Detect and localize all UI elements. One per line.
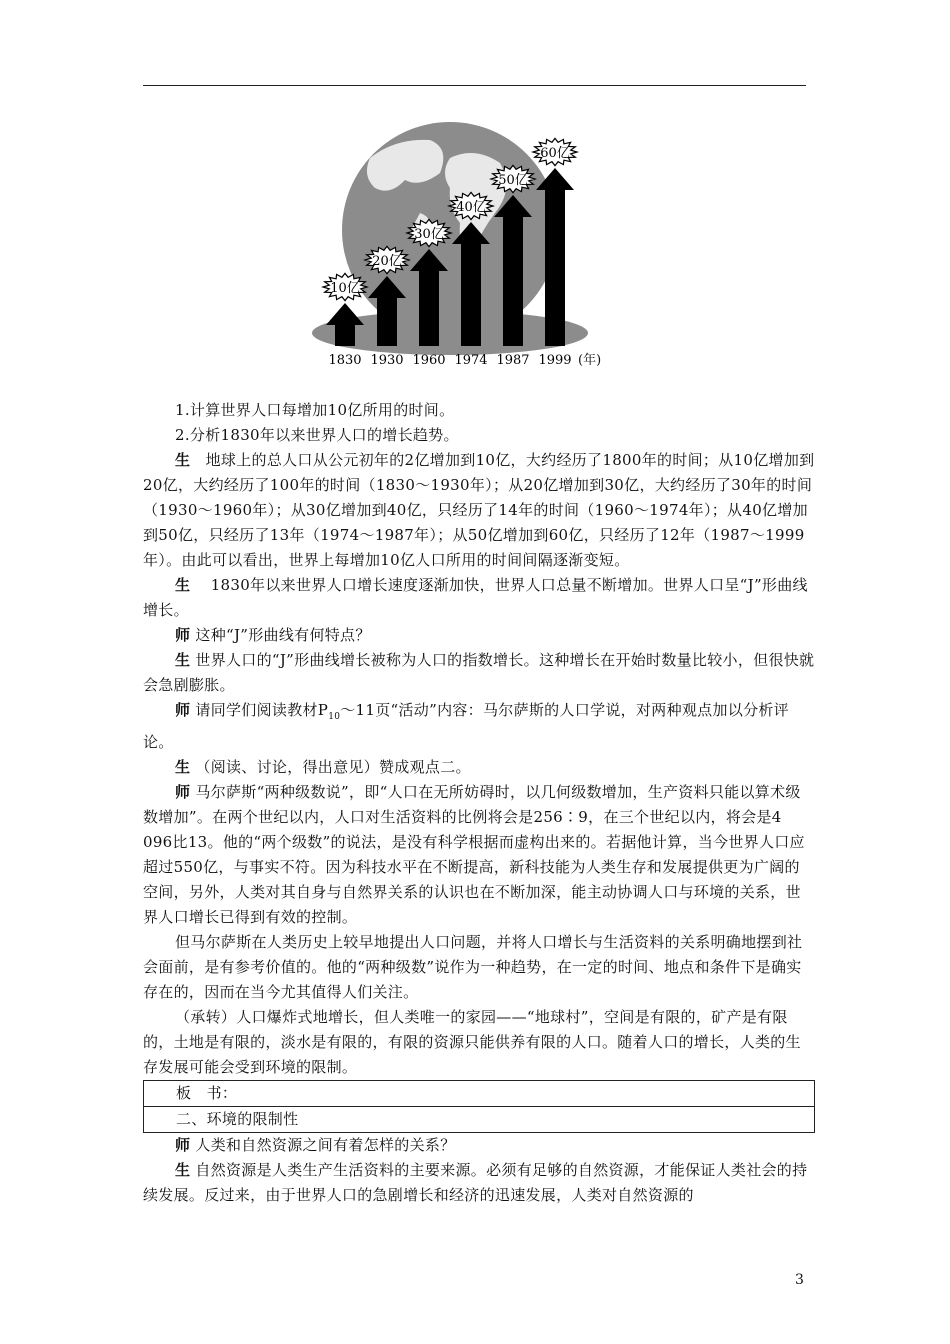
speaker-label: 师 bbox=[175, 701, 191, 719]
population-label: 10亿 bbox=[330, 281, 360, 296]
population-label: 30亿 bbox=[414, 227, 444, 242]
dialogue-teacher-2 bbox=[143, 698, 815, 755]
dialogue-text: 地球上的总人口从公元初年的2亿增加到10亿，大约经历了1800年的时间；从10亿增加到20亿，大约经历了100年的时间（1830～1930年）；从20亿增加到30亿，大约经历了30年的时间（1930～1960年）；从30亿增加到40亿，只经历了14年的时间（1960～1974年）；从40亿增加到50亿，只经历了13年（1974～1987年）；从50亿增加到60亿，只经历了12年（1987～1999年）。由此可以看出，世界上每增加10亿人口所用的时间间隔逐渐变短。 bbox=[143, 451, 815, 569]
year-label: 1960 bbox=[412, 353, 446, 368]
dialogue-teacher-3 bbox=[143, 780, 815, 930]
speaker-label: 生 bbox=[175, 451, 191, 469]
question-2: 2.分析1830年以来世界人口的增长趋势。 bbox=[175, 426, 459, 444]
population-growth-figure bbox=[300, 118, 620, 376]
speaker-label: 师 bbox=[175, 783, 191, 801]
dialogue-text: 1830年以来世界人口增长速度逐渐加快，世界人口总量不断增加。世界人口呈“J”形曲线增长。 bbox=[143, 576, 808, 619]
page-subscript: 10 bbox=[328, 712, 341, 722]
year-label: 1830 bbox=[328, 353, 362, 368]
speaker-label: 生 bbox=[175, 651, 191, 669]
blackboard-heading: 二、环境的限制性 bbox=[176, 1110, 299, 1128]
population-label: 20亿 bbox=[372, 254, 402, 269]
page-number: 3 bbox=[795, 1272, 804, 1288]
year-unit: (年) bbox=[578, 353, 602, 368]
speaker-label: 师 bbox=[175, 1136, 191, 1154]
dialogue-student-4 bbox=[143, 755, 815, 780]
dialogue-text: 这种“J”形曲线有何特点？ bbox=[195, 626, 371, 644]
year-label: 1930 bbox=[370, 353, 404, 368]
blackboard-box bbox=[143, 1080, 815, 1133]
speaker-label: 生 bbox=[175, 576, 191, 594]
header-rule bbox=[143, 85, 806, 86]
question-1: 1.计算世界人口每增加10亿所用的时间。 bbox=[175, 401, 455, 419]
year-label: 1987 bbox=[496, 353, 530, 368]
dialogue-text: 请同学们阅读教材P bbox=[195, 701, 329, 719]
population-label: 50亿 bbox=[498, 173, 528, 188]
dialogue-teacher-1 bbox=[143, 623, 815, 648]
dialogue-text: 世界人口的“J”形曲线增长被称为人口的指数增长。这种增长在开始时数量比较小，但很快就会急剧膨胀。 bbox=[143, 651, 815, 694]
body-text bbox=[143, 398, 815, 1208]
dialogue-teacher-4 bbox=[143, 1133, 815, 1158]
year-label: 1999 bbox=[538, 353, 572, 368]
year-label: 1974 bbox=[454, 353, 488, 368]
population-label: 40亿 bbox=[456, 200, 486, 215]
speaker-label: 师 bbox=[175, 626, 191, 644]
population-label: 60亿 bbox=[540, 146, 570, 161]
dialogue-text: 人类和自然资源之间有着怎样的关系？ bbox=[195, 1136, 456, 1154]
dialogue-student-3 bbox=[143, 648, 815, 698]
dialogue-text: 自然资源是人类生产生活资料的主要来源。必须有足够的自然资源，才能保证人类社会的持续发展。反过来，由于世界人口的急剧增长和经济的迅速发展，人类对自然资源的 bbox=[143, 1161, 808, 1204]
dialogue-student-1 bbox=[143, 448, 815, 573]
dialogue-student-2 bbox=[143, 573, 815, 623]
speaker-label: 生 bbox=[175, 1161, 191, 1179]
dialogue-text: （阅读、讨论，得出意见）赞成观点二。 bbox=[195, 758, 471, 776]
blackboard-label: 板 书： bbox=[144, 1081, 814, 1107]
dialogue-text: 马尔萨斯“两种级数说”，即“人口在无所妨碍时，以几何级数增加，生产资料只能以算术级数增加”。在两个世纪以内，人口对生活资料的比例将会是256∶9，在三个世纪以内，将会是4 096比13。他的“两个级数”的说法，是没有科学根据而虚构出来的。若据他计算，当今世界人口应超过550亿，与事实不符。因为科技水平在不断提高，新科技能为人类生存和发展提供更为广阔的空间，另外，人类对其自身与自然界关系的认识也在不断加深，能主动协调人口与环境的关系，世界人口增长已得到有效的控制。 bbox=[143, 783, 805, 926]
paragraph-malthus: 但马尔萨斯在人类历史上较早地提出人口问题，并将人口增长与生活资料的关系明确地摆到社会面前，是有参考价值的。他的“两种级数”说作为一种趋势，在一定的时间、地点和条件下是确实存在的，因而在当今尤其值得人们关注。 bbox=[143, 933, 803, 1001]
speaker-label: 生 bbox=[175, 758, 191, 776]
dialogue-text: ～11页“活动”内容：马尔萨斯的人口学说，对两种观点加以分析评论。 bbox=[143, 701, 789, 751]
dialogue-student-5 bbox=[143, 1158, 815, 1208]
paragraph-transition: （承转）人口爆炸式地增长，但人类唯一的家园——“地球村”，空间是有限的，矿产是有限的，土地是有限的，淡水是有限的，有限的资源只能供养有限的人口。随着人口的增长，人类的生存发展可能会受到环境的限制。 bbox=[143, 1008, 801, 1076]
